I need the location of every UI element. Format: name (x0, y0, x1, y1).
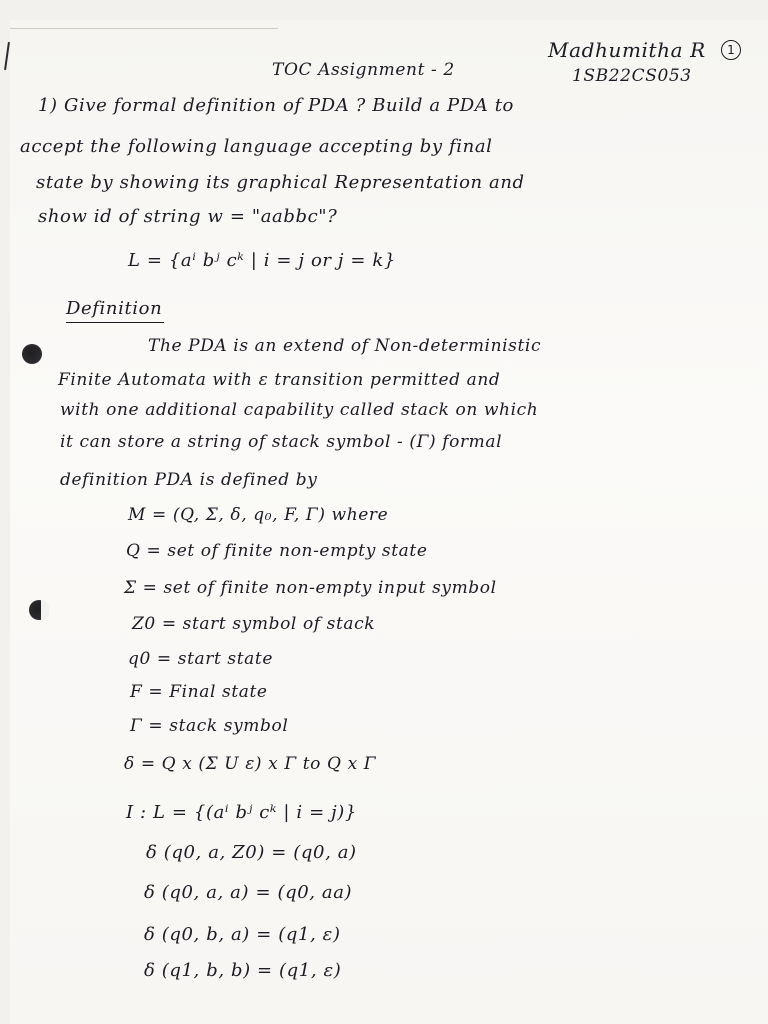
transition-2: δ (q0, a, a) = (q0, aa) (144, 882, 353, 903)
transition-1: δ (q0, a, Z0) = (q0, a) (146, 842, 357, 863)
tuple-gamma: Γ = stack symbol (130, 716, 289, 736)
transition-4: δ (q1, b, b) = (q1, ε) (144, 960, 342, 981)
page-number-circle: 1 (721, 40, 741, 60)
notebook-page (10, 20, 768, 1024)
assignment-title: TOC Assignment - 2 (272, 60, 455, 80)
tuple-Z0: Z0 = start symbol of stack (132, 614, 376, 634)
language-definition: L = {aⁱ bʲ cᵏ | i = j or j = k} (128, 250, 396, 271)
definition-heading-underline (66, 322, 164, 323)
definition-heading: Definition (66, 298, 163, 319)
definition-line-3: with one additional capability called stack on which (60, 400, 539, 420)
question-line-3: state by showing its graphical Representation and (36, 172, 525, 193)
punch-hole-top (22, 344, 42, 364)
question-line-2: accept the following language accepting by final (20, 136, 493, 157)
definition-line-5: definition PDA is defined by (60, 470, 318, 490)
transition-3: δ (q0, b, a) = (q1, ε) (144, 924, 341, 945)
tuple-q0: q0 = start state (128, 649, 273, 669)
question-line-1: 1) Give formal definition of PDA ? Build a PDA to (38, 95, 514, 116)
tuple-definition: M = (Q, Σ, δ, q₀, F, Γ) where (128, 505, 389, 525)
tuple-delta: δ = Q x (Σ U ε) x Γ to Q x Γ (124, 754, 377, 774)
student-name: Madhumitha R (548, 38, 706, 62)
definition-line-2: Finite Automata with ε transition permitted and (58, 370, 501, 390)
definition-line-4: it can store a string of stack symbol - (Γ) formal (60, 432, 503, 452)
punch-hole-bottom (29, 600, 49, 620)
question-line-4: show id of string w = "aabbc"? (38, 206, 338, 227)
tuple-sigma: Σ = set of finite non-empty input symbol (124, 578, 497, 598)
tuple-F: F = Final state (130, 682, 268, 702)
definition-line-1: The PDA is an extend of Non-deterministic (148, 336, 542, 356)
part1-heading: I : L = {(aⁱ bʲ cᵏ | i = j)} (126, 802, 357, 823)
tuple-Q: Q = set of finite non-empty state (126, 541, 428, 561)
student-usn: 1SB22CS053 (572, 66, 692, 86)
page-fold-line (10, 28, 278, 29)
